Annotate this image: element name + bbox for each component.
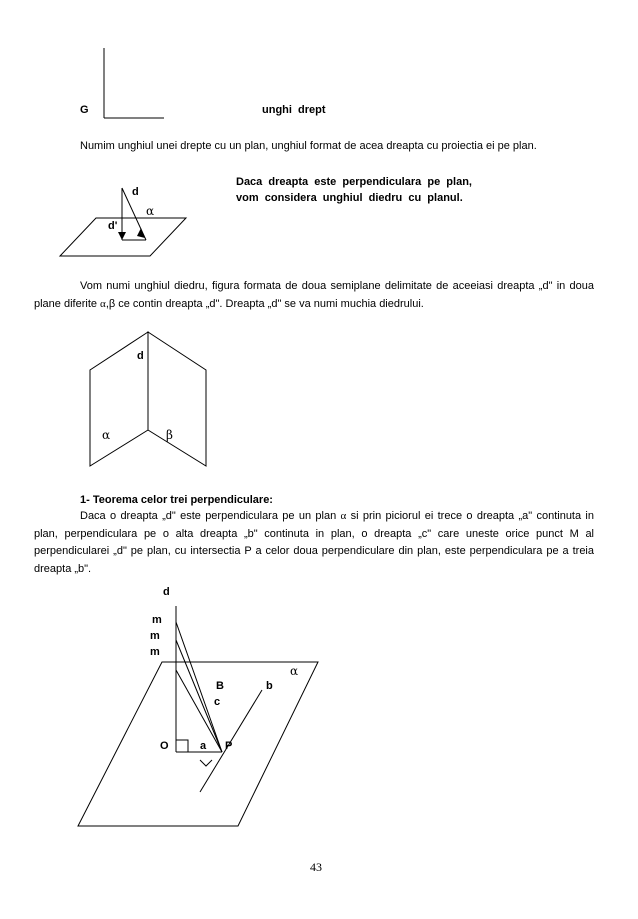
right-angle-caption: unghi drept (262, 104, 326, 116)
fig3-label-alpha: α (102, 428, 111, 442)
point-label-g: G (80, 104, 89, 116)
fig4-label-O: O (160, 740, 169, 752)
perpendicular-note-line2: vom considera unghiul diedru cu planul. (236, 192, 463, 204)
page-number: 43 (310, 860, 322, 874)
theorem-statement: Daca o dreapta „d" este perpendiculara pe un plan α si prin piciorul ei trece o dreapta „a" continuta in plan, perpendiculara pe o alta dreapta „b" continuta in plan, o dreapta „c" care uneste orice punct M al perpendicularei „d" pe plan, cu intersectia P a celor doua perpendiculare din plan, este perpendiculara pe a treia dreapta „b". (34, 510, 594, 575)
fig3-label-d: d (137, 350, 144, 362)
perpendicular-note-line1: Daca dreapta este perpendiculara pe plan, (236, 176, 472, 188)
fig2-label-alpha: α (146, 204, 155, 218)
dihedral-definition: Vom numi unghiul diedru, figura formata de doua semiplane delimitate de aceeiasi dreapta „d" in doua plane diferite α,β ce contin dreapta „d". Dreapta „d" se va numi muchia diedrului. (34, 280, 594, 310)
fig4-label-b: b (266, 680, 273, 692)
fig4-label-a: a (200, 740, 207, 752)
fig4-label-P: P (225, 740, 233, 752)
fig4-label-m1: m (152, 614, 162, 626)
greek-alpha-theorem: α (340, 510, 347, 522)
fig4-label-B: B (216, 680, 224, 692)
fig4-label-m3: m (150, 646, 160, 658)
fig2-label-d-prime: d' (108, 220, 118, 232)
fig3-label-beta: β (166, 428, 173, 442)
fig4-label-c: c (214, 696, 221, 708)
fig4-label-alpha: α (290, 664, 299, 678)
fig2-label-d: d (132, 186, 139, 198)
theorem-heading: 1- Teorema celor trei perpendiculare: (80, 494, 273, 506)
fig4-label-m2: m (150, 630, 160, 642)
line-plane-angle-definition: Numim unghiul unei drepte cu un plan, unghiul format de acea dreapta cu proiectia ei pe plan. (80, 140, 537, 152)
fig4-label-d: d (163, 586, 170, 598)
greek-alpha: α (100, 297, 106, 310)
